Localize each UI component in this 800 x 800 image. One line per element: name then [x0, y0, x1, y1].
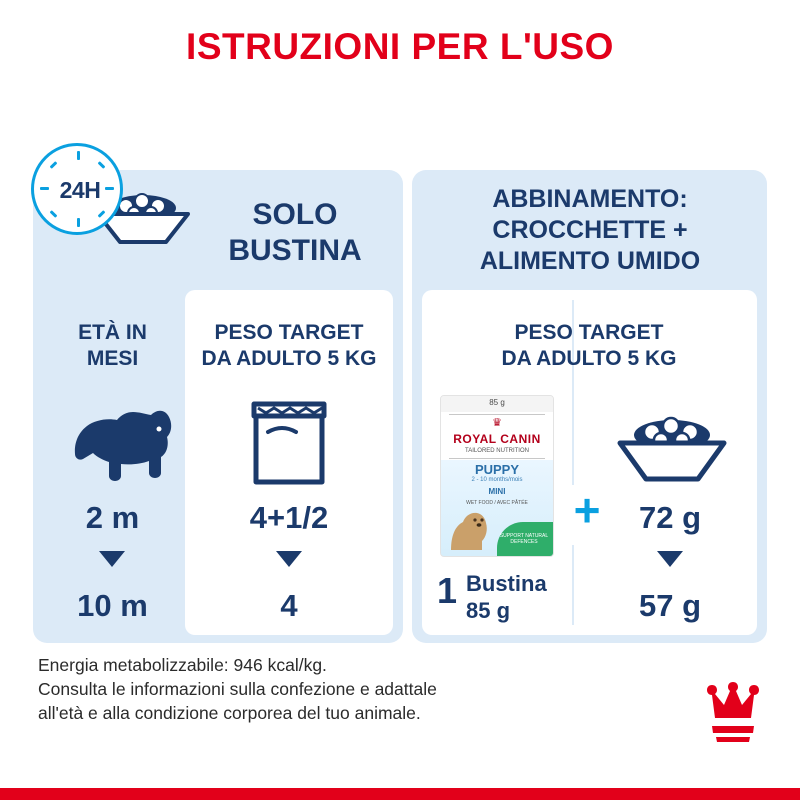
puppy-icon — [55, 405, 173, 485]
down-arrow-icon — [276, 551, 302, 567]
product-pouch-image — [440, 395, 554, 557]
note-line-1: Energia metabolizzabile: 946 kcal/kg. — [38, 655, 327, 675]
product-rule-top — [449, 414, 545, 415]
dry-value-bottom: 57 g — [638, 588, 702, 623]
left-target-header — [190, 320, 388, 372]
pouch-label-line1: Bustina — [466, 571, 547, 596]
left-panel-heading — [195, 197, 395, 269]
left-heading-line2: BUSTINA — [228, 234, 362, 267]
age-value-bottom: 10 m — [77, 588, 148, 623]
age-header-line1: ETÀ IN — [78, 321, 147, 344]
clock-icon — [31, 143, 123, 235]
note-line-3: all'età e alla condizione corporea del tuo animale. — [38, 703, 421, 723]
royal-canin-crown-logo — [694, 680, 772, 744]
age-value-top: 2 m — [85, 500, 140, 535]
footer-note — [38, 653, 598, 725]
pouch-label — [466, 570, 547, 624]
page-title: ISTRUZIONI PER L'USO — [186, 26, 614, 67]
product-age-range: 2 - 10 months/mois — [471, 477, 523, 483]
right-target-line1: PESO TARGET — [514, 321, 664, 344]
left-target-value-top: 4+1/2 — [249, 500, 329, 535]
product-claim: WET FOOD / AVEC PÂTÉE — [466, 500, 528, 506]
left-target-line2: DA ADULTO 5 KG — [201, 347, 377, 370]
age-header-line2: MESI — [86, 347, 139, 370]
badge-label: 24H — [59, 177, 101, 203]
product-green-claim: SUPPORT NATURAL DEFENCES — [499, 533, 549, 545]
down-arrow-icon — [657, 551, 683, 567]
crown-icon: ♛ — [492, 417, 502, 429]
pouch-count: 1 — [437, 570, 458, 611]
product-tagline: TAILORED NUTRITION — [465, 448, 529, 454]
dry-value-top: 72 g — [638, 500, 702, 535]
product-dog-photo — [445, 504, 491, 554]
kibble-bowl-icon — [608, 405, 736, 485]
left-target-line1: PESO TARGET — [214, 321, 364, 344]
right-heading-line3: ALIMENTO UMIDO — [479, 247, 701, 275]
product-weight: 85 g — [489, 398, 505, 407]
bottom-red-bar — [0, 788, 800, 800]
product-size: MINI — [488, 487, 506, 496]
product-rule-mid — [449, 458, 545, 459]
right-heading-line1: ABBINAMENTO: — [492, 185, 688, 213]
right-panel-heading — [420, 184, 760, 277]
right-heading-line2: CROCCHETTE + — [492, 216, 688, 244]
pouch-label-line2: 85 g — [466, 598, 511, 623]
note-line-2: Consulta le informazioni sulla confezione e adattale — [38, 679, 437, 699]
product-brand: ROYAL CANIN — [453, 432, 541, 446]
age-column-header — [45, 320, 180, 372]
pouch-icon — [248, 398, 330, 490]
left-heading-line1: SOLO — [252, 198, 338, 231]
down-arrow-icon — [99, 551, 125, 567]
right-target-header — [428, 320, 750, 372]
plus-icon: + — [573, 484, 601, 536]
right-target-line2: DA ADULTO 5 KG — [501, 347, 677, 370]
right-card-divider-lower — [572, 545, 574, 625]
product-range: PUPPY — [474, 462, 520, 477]
left-target-value-bottom: 4 — [280, 588, 298, 623]
